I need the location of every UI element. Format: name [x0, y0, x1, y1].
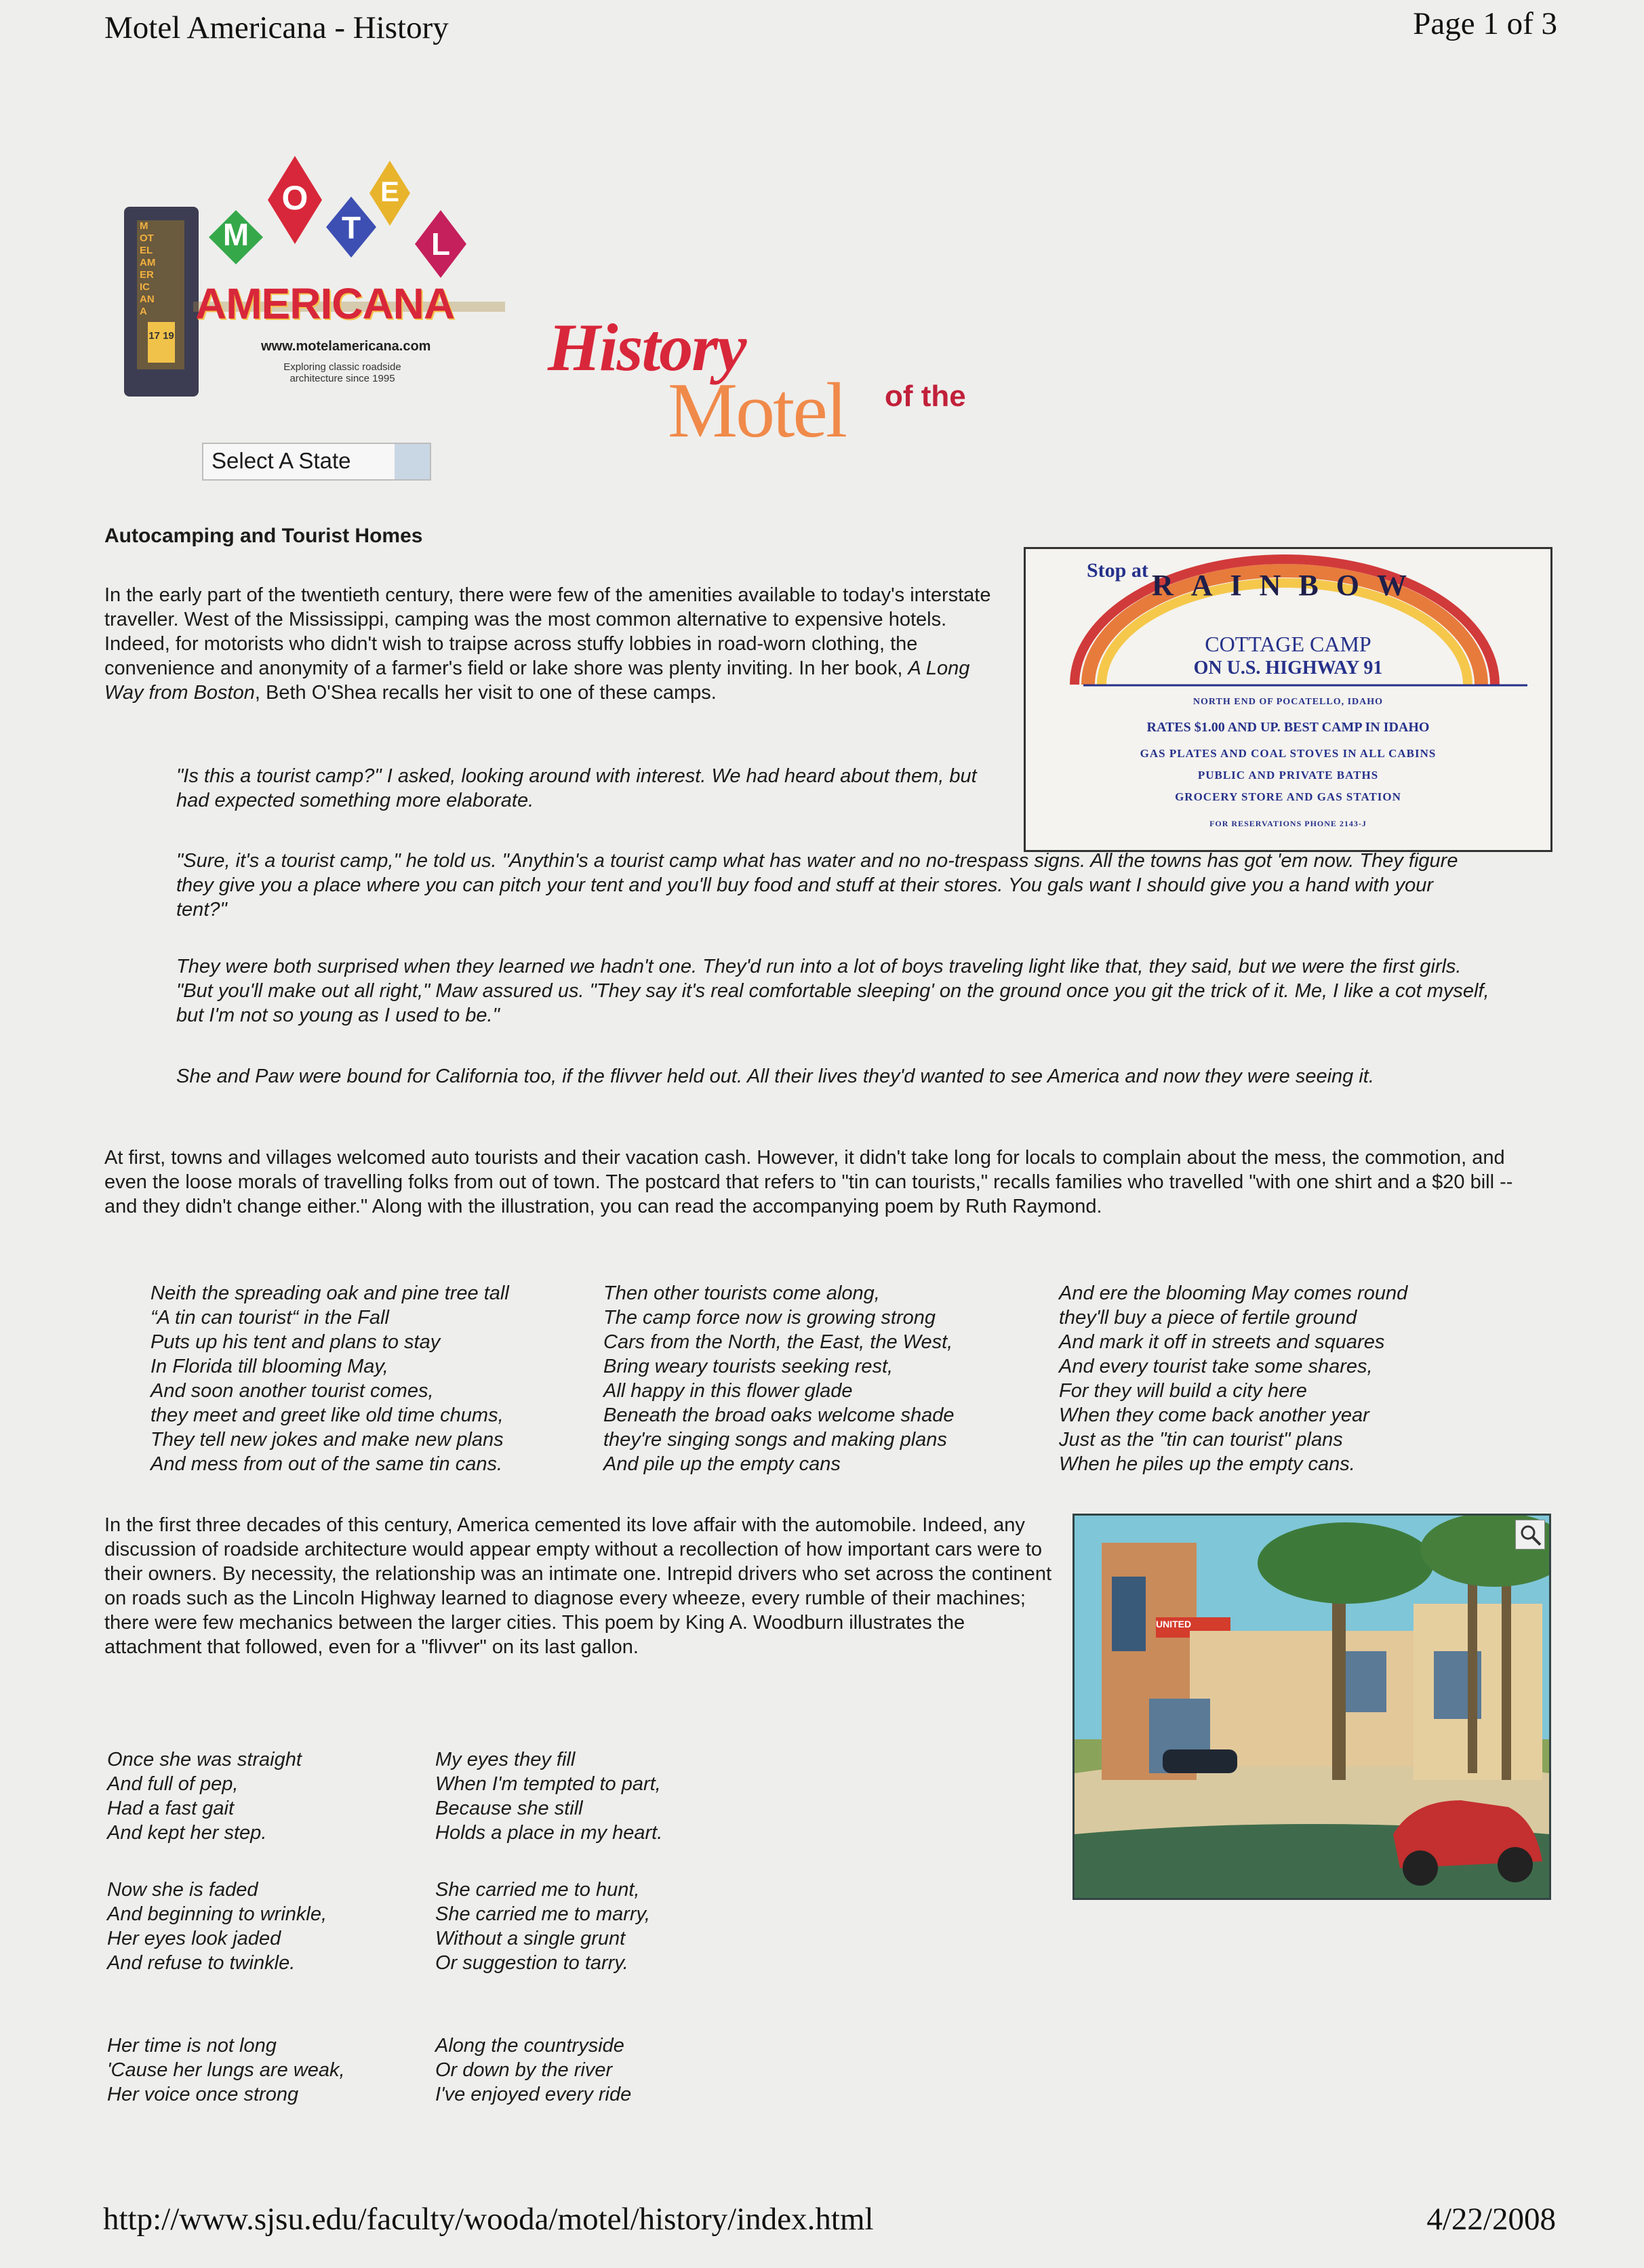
logo-url: www.motelamericana.com — [261, 339, 431, 354]
postcard-rates: RATES $1.00 AND UP. BEST CAMP IN IDAHO — [1146, 720, 1430, 735]
intro-paragraph — [104, 583, 1013, 705]
poem-flivver-left-stanza-1: Once she was straight And full of pep, Had a fast gait And kept her step. — [107, 1749, 302, 1844]
motel-illustration-graphic — [1075, 1516, 1549, 1898]
magnifier-icon-graphic — [1516, 1520, 1546, 1550]
history-of-the-motel-banner — [542, 308, 976, 491]
state-select-value: Select A State — [212, 448, 351, 473]
poem-flivver-left-stanza-3: Her time is not long 'Cause her lungs are weak, Her voice once strong — [107, 2035, 345, 2105]
logo-letter-e: E — [380, 176, 399, 207]
illustration-sign: UNITED — [1156, 1619, 1192, 1629]
intro-text-b: , Beth O'Shea recalls her visit to one of these camps. — [254, 682, 717, 704]
postcard-location: NORTH END OF POCATELLO, IDAHO — [1192, 697, 1384, 707]
poem-flivver-right-stanza-1: My eyes they fill When I'm tempted to part, Because she still Holds a place in my heart. — [435, 1749, 663, 1844]
magnifier-icon[interactable] — [1515, 1520, 1545, 1550]
automobile-paragraph: In the first three decades of this century, America cemented its love affair with the automobile. Indeed, any discussion of roadside architecture would appear empty without a recollection of how important cars were to their owners. By necessity, the relationship was an intimate one. Intrepid drivers who set across the continent on roads such as the Lincoln Highway learned to diagnose every wheeze, every rumble of their machines; there were few mechanics between the larger cities. This poem by King A. Woodburn illustrates the attachment that followed, even for a "flivver" on its last gallon. — [104, 1514, 1051, 1658]
logo-sign-text: MOTEL AMERICANA — [140, 220, 156, 317]
intro-text-a: In the early part of the twentieth century, there were few of the amenities available to today's interstate traveller. West of the Mississippi, camping was the most common alternative to expensive hotels. Indeed, for motorists who didn't wish to traipse across stuffy lobbies in road-worn clothing, the convenience and anonymity of a farmer's field or lake shore was plenty inviting. In her book, — [104, 584, 991, 679]
quote-2: "Sure, it's a tourist camp," he told us. "Anythin's a tourist camp what has water and no no-trespass signs. All the towns has got 'em now. They figure they give you a place where you can pitch your tent and you'll buy food and stuff at their stores. You gals want I should give you a hand with your tent?" — [176, 850, 1458, 920]
logo-tagline-line-2: architecture since 1995 — [289, 373, 395, 384]
rainbow-cottage-camp-postcard[interactable] — [1024, 547, 1552, 852]
state-select[interactable] — [202, 443, 431, 481]
logo-letter-m: M — [222, 217, 249, 252]
motel-americana-logo[interactable] — [122, 146, 515, 403]
quote-4: She and Paw were bound for California too, if the flivver held out. All their lives they'd wanted to see America and now they were seeing it. — [176, 1066, 1374, 1087]
print-header-title: Motel Americana - History — [104, 10, 449, 45]
postcard-rainbow: RAINBOW — [1151, 569, 1425, 602]
section-heading: Autocamping and Tourist Homes — [104, 525, 423, 547]
poem-tin-can-column-2: Then other tourists come along, The camp force now is growing strong Cars from the North, the East, the West, Bring weary tourists seeking rest, All happy in this flower glade Beneath the broad oaks welcome shade they're singing songs and making plans And pile up the empty cans — [603, 1282, 955, 1475]
banner-history-word: History — [548, 310, 746, 385]
poem-flivver-right-stanza-2: She carried me to hunt, She carried me to marry, Without a single grunt Or suggestion to tarry. — [435, 1879, 650, 1974]
logo-sign-number: 17 19 — [148, 330, 174, 342]
logo-letter-l: L — [430, 226, 451, 262]
postcard-line-3: GROCERY STORE AND GAS STATION — [1175, 790, 1401, 803]
chevron-down-icon[interactable] — [395, 444, 430, 479]
banner-of-the: of the — [885, 380, 966, 413]
print-header-page: Page 1 of 3 — [1413, 6, 1557, 41]
poem-tin-can-column-1: Neith the spreading oak and pine tree tall “A tin can tourist“ in the Fall Puts up his tent and plans to stay In Florida till blooming May, And soon another tourist comes, they meet and greet like old time chums, They tell new jokes and make new plans And mess from out of the same tin cans. — [151, 1282, 509, 1475]
poem-flivver-left-stanza-2: Now she is faded And beginning to wrinkle, Her eyes look jaded And refuse to twinkle. — [107, 1879, 327, 1974]
logo-tagline — [268, 361, 417, 384]
postcard-camp: COTTAGE CAMP — [1205, 632, 1371, 656]
postcard-stop-at: Stop at — [1087, 559, 1148, 582]
logo-letter-o: O — [281, 179, 308, 217]
postcard-highway: ON U.S. HIGHWAY 91 — [1193, 657, 1383, 679]
print-footer-url: http://www.sjsu.edu/faculty/wooda/motel/history/index.html — [103, 2202, 874, 2237]
logo-letter-t: T — [341, 210, 361, 245]
poem-flivver-right-stanza-3: Along the countryside Or down by the river I've enjoyed every ride — [435, 2035, 632, 2105]
postcard-line-4: FOR RESERVATIONS PHONE 2143-J — [1209, 819, 1367, 828]
tin-can-paragraph: At first, towns and villages welcomed auto tourists and their vacation cash. However, it didn't take long for locals to complain about the mess, the commotion, and even the loose morals of travelling folks from out of town. The postcard that refers to "tin can tourists," recalls families who travelled "with one shirt and a $20 bill -- and they didn't change either." Along with the illustration, you can read the accompanying poem by Ruth Raymond. — [104, 1147, 1513, 1217]
print-footer-date: 4/22/2008 — [1426, 2202, 1556, 2237]
banner-motel-word: Motel — [668, 367, 846, 454]
quote-3: They were both surprised when they learned we hadn't one. They'd run into a lot of boys traveling light like that, they said, but we were the first girls. "But you'll make out all right," Maw assured us. "They say it's real comfortable sleeping' on the ground once you git the trick of it. Me, I like a cot myself, but I'm not so young as I used to be." — [176, 956, 1489, 1026]
book-title: A Long Way from Boston — [104, 657, 970, 704]
poem-tin-can-column-3: And ere the blooming May comes round they'll buy a piece of fertile ground And mark it off in streets and squares And every tourist take some shares, For they will build a city here When they come back another year Just as the "tin can tourist" plans When he piles up the empty cans. — [1059, 1282, 1408, 1475]
motel-illustration[interactable] — [1072, 1514, 1551, 1900]
logo-tagline-line-1: Exploring classic roadside — [283, 361, 401, 373]
postcard-line-2: PUBLIC AND PRIVATE BATHS — [1197, 769, 1379, 782]
quote-1: "Is this a tourist camp?" I asked, looking around with interest. We had heard about them, but had expected something more elaborate. — [176, 765, 977, 811]
postcard-line-1: GAS PLATES AND COAL STOVES IN ALL CABINS — [1140, 747, 1437, 760]
logo-brand: AMERICANA — [195, 279, 455, 328]
